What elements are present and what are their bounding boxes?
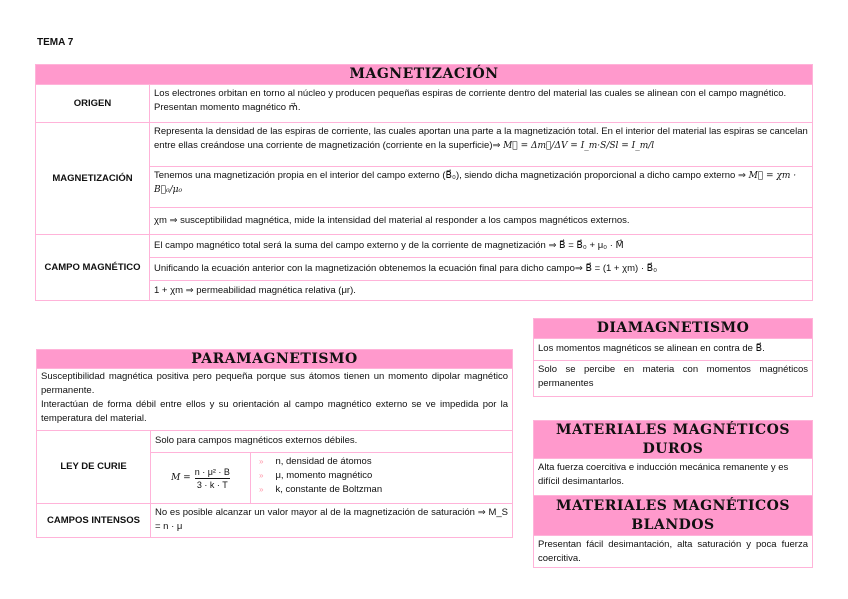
formula-numerator: n · μ² · B (194, 466, 230, 477)
list-item: » k, constante de Boltzman (259, 483, 508, 497)
diamagnetismo-row: Los momentos magnéticos se alinean en contra de B⃗. (533, 338, 813, 361)
magnetizacion-row-2 (149, 166, 813, 208)
magnetizacion-label: MAGNETIZACIÓN (35, 122, 150, 235)
intensos-label: CAMPOS INTENSOS (36, 503, 151, 538)
text-2: Interactúan de forma débil entre ellos y su orientación al campo magnético externo se ve impedida por la temperatura del material. (41, 399, 508, 424)
curie-formula (150, 452, 251, 504)
origen-text: Los electrones orbitan en torno al núcleo y producen pequeñas espiras de corriente dentro del material las cuales se alinean con el campo magnético. Presentan momento magnético m⃗. (149, 84, 813, 123)
formula: M⃗ = χm · B⃗₀/μ₀ (154, 171, 797, 195)
curie-vars (250, 452, 513, 504)
duros-title: MATERIALES MAGNÉTICOS DUROS (533, 420, 813, 459)
campo-label: CAMPO MAGNÉTICO (35, 234, 150, 301)
doc-title: TEMA 7 (37, 37, 74, 48)
curie-note: Solo para campos magnéticos externos débiles. (150, 430, 513, 453)
diamagnetismo-row: Solo se percibe en materia con momentos magnéticos permanentes (533, 360, 813, 397)
blandos-title: MATERIALES MAGNÉTICOS BLANDOS (533, 495, 813, 536)
diamagnetismo-title: DIAMAGNETISMO (533, 318, 813, 339)
paramagnetismo-title: PARAMAGNETISMO (36, 349, 513, 369)
campo-row-1: El campo magnético total será la suma del campo externo y de la corriente de magnetización ⇒ B⃗ = B⃗₀ + μ₀ · M⃗ (149, 234, 813, 258)
formula-denominator: 3 · k · T (196, 479, 228, 490)
list-item: » n, densidad de átomos (259, 455, 508, 469)
text: Tenemos una magnetización propia en el interior del campo externo (B⃗₀), siendo dicha magnetización proporcional a dicho campo externo ⇒ (154, 170, 746, 181)
paramagnetismo-text (36, 368, 513, 431)
text: Representa la densidad de las espiras de corriente, las cuales aportan una parte a la magnetización total. En el interior del material las espiras se cancelan entre ellas creándose una corriente de magnetización (corriente en la superficie)⇒ (154, 126, 808, 151)
campo-row-2: Unificando la ecuación anterior con la magnetización obtenemos la ecuación final para dicho campo⇒ B⃗ = (1 + χm) · B⃗₀ (149, 257, 813, 281)
blandos-text: Presentan fácil desimantación, alta saturación y poca fuerza coercitiva. (533, 535, 813, 568)
formula-lhs: M = (171, 473, 191, 483)
magnetizacion-row-3: χm ⇒ susceptibilidad magnética, mide la intensidad del material al responder a los campos magnéticos externos. (149, 207, 813, 235)
magnetizacion-row-1 (149, 122, 813, 167)
text-1: Susceptibilidad magnética positiva pero pequeña porque sus átomos tienen un momento dipolar magnético permanente. (41, 371, 508, 396)
origen-label: ORIGEN (35, 84, 150, 123)
magnetizacion-title: MAGNETIZACIÓN (35, 64, 813, 85)
campo-row-3: 1 + χm ⇒ permeabilidad magnética relativa (μr). (149, 280, 813, 301)
formula: M⃗ = Δm⃗/ΔV = I_m·S/Sl = I_m/l (503, 141, 655, 151)
duros-text: Alta fuerza coercitiva e inducción mecánica remanente y es difícil desimantarlos. (533, 458, 813, 496)
curie-label: LEY DE CURIE (36, 430, 151, 504)
intensos-text: No es posible alcanzar un valor mayor al de la magnetización de saturación ⇒ M_S = n · μ (150, 503, 513, 538)
list-item: » μ, momento magnético (259, 469, 508, 483)
